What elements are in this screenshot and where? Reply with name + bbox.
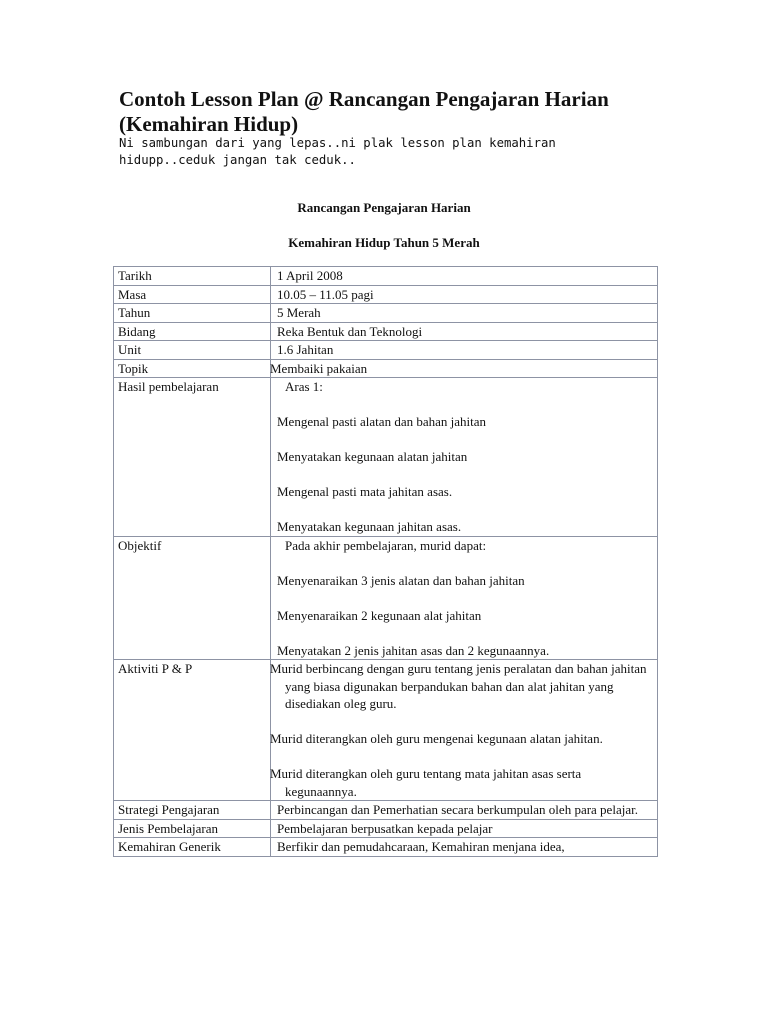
- table-row: [114, 838, 658, 857]
- table-row: [114, 536, 658, 660]
- row-value: Reka Bentuk dan Teknologi: [271, 322, 658, 341]
- section-heading: Rancangan Pengajaran Harian: [297, 200, 471, 215]
- table-row: [114, 341, 658, 360]
- list-item: Mengenal pasti mata jahitan asas.: [277, 484, 453, 499]
- lesson-plan-table: [113, 266, 658, 857]
- list-item: Menyatakan kegunaan alatan jahitan: [277, 449, 468, 464]
- row-value: 1 April 2008: [271, 267, 658, 286]
- row-label: Hasil pembelajaran: [114, 378, 271, 537]
- list-item: Menyatakan kegunaan jahitan asas.: [277, 519, 462, 534]
- row-label: Masa: [114, 285, 271, 304]
- list-item: Murid berbincang dengan guru tentang jenis peralatan dan bahan jahitan yang biasa digunakan berpandukan bahan dan alat jahitan yang disediakan oleg guru.: [270, 661, 647, 711]
- table-row: [114, 304, 658, 323]
- row-value: Pembelajaran berpusatkan kepada pelajar: [271, 819, 658, 838]
- row-label: Objektif: [114, 536, 271, 660]
- table-row: [114, 322, 658, 341]
- intro-text: Ni sambungan dari yang lepas..ni plak lesson plan kemahiran hidupp..ceduk jangan tak ceduk..: [119, 136, 556, 167]
- row-label: Tahun: [114, 304, 271, 323]
- topik-value: Membaiki pakaian: [270, 360, 368, 376]
- row-value: 1.6 Jahitan: [271, 341, 658, 360]
- row-value: Perbincangan dan Pemerhatian secara berkumpulan oleh para pelajar.: [271, 801, 658, 820]
- list-item: Menyatakan 2 jenis jahitan asas dan 2 kegunaannya.: [277, 642, 550, 658]
- row-label: Unit: [114, 341, 271, 360]
- section-subheading: Kemahiran Hidup Tahun 5 Merah: [288, 235, 480, 250]
- row-label: Strategi Pengajaran: [114, 801, 271, 820]
- document-title: Contoh Lesson Plan @ Rancangan Pengajaran Harian (Kemahiran Hidup): [119, 87, 609, 136]
- list-item: Menyenaraikan 2 kegunaan alat jahitan: [277, 607, 482, 623]
- list-item: Pada akhir pembelajaran, murid dapat:: [285, 537, 487, 553]
- list-item: Menyenaraikan 3 jenis alatan dan bahan jahitan: [277, 572, 525, 588]
- row-label: Bidang: [114, 322, 271, 341]
- list-item: Murid diterangkan oleh guru mengenai kegunaan alatan jahitan.: [270, 731, 603, 746]
- table-row: [114, 285, 658, 304]
- row-label: Kemahiran Generik: [114, 838, 271, 857]
- row-value: 10.05 – 11.05 pagi: [271, 285, 658, 304]
- row-label: Tarikh: [114, 267, 271, 286]
- table-row: [114, 359, 658, 378]
- table-row: [114, 660, 658, 801]
- row-value: Berfikir dan pemudahcaraan, Kemahiran menjana idea,: [271, 838, 658, 857]
- table-row: [114, 801, 658, 820]
- list-item: Mengenal pasti alatan dan bahan jahitan: [277, 414, 487, 429]
- row-value: [271, 536, 658, 660]
- row-value: 5 Merah: [271, 304, 658, 323]
- list-item: Aras 1:: [285, 379, 323, 394]
- row-label: Topik: [114, 359, 271, 378]
- row-label: Jenis Pembelajaran: [114, 819, 271, 838]
- row-value: [271, 378, 658, 537]
- table-row: [114, 267, 658, 286]
- table-row: [114, 378, 658, 537]
- row-value: [271, 359, 658, 378]
- list-item: Murid diterangkan oleh guru tentang mata jahitan asas serta kegunaannya.: [270, 766, 582, 799]
- row-label: Aktiviti P & P: [114, 660, 271, 801]
- row-value: [271, 660, 658, 801]
- table-row: [114, 819, 658, 838]
